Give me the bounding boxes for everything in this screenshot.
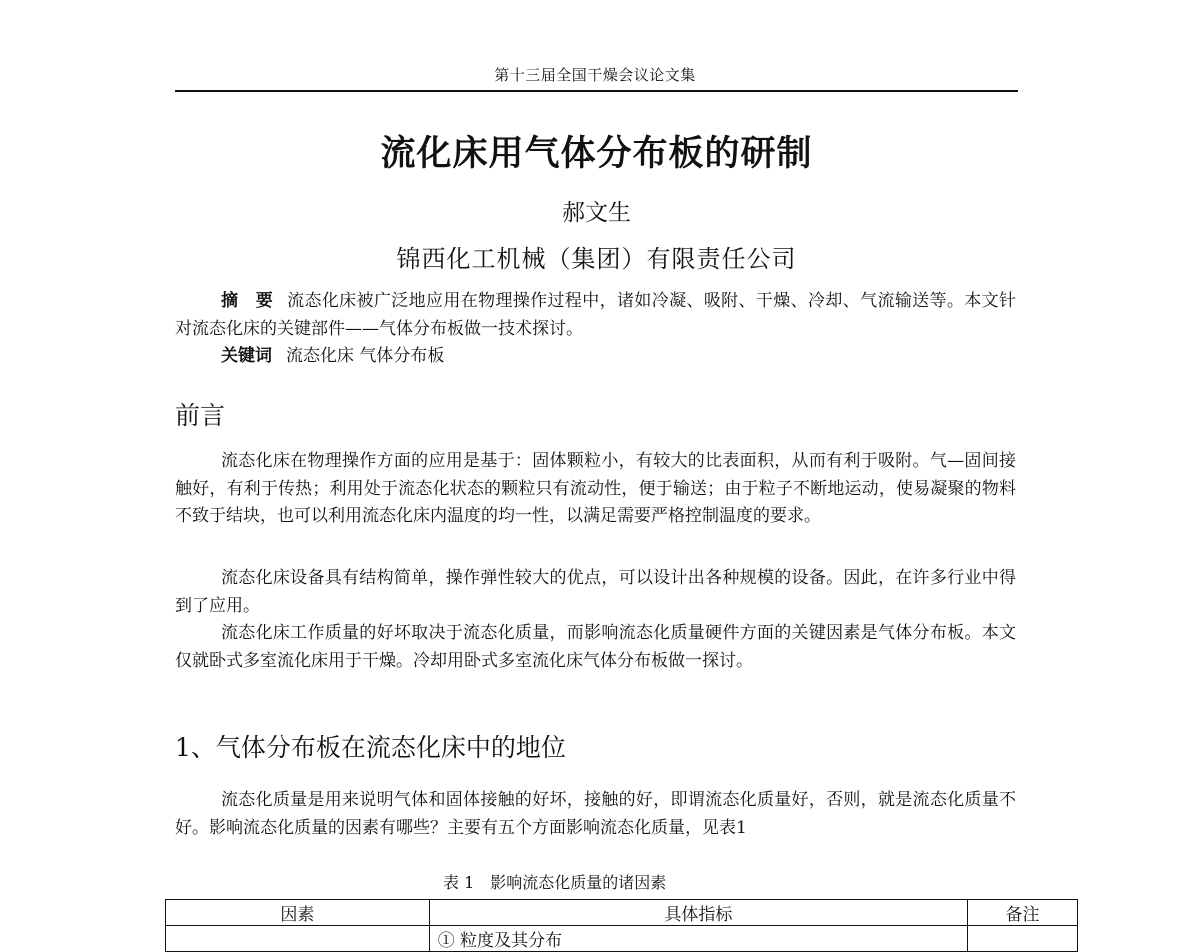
abstract <box>175 288 1016 343</box>
paragraph: 流态化床设备具有结构简单，操作弹性较大的优点，可以设计出各种规模的设备。因此，在许多行业中得到了应用。 <box>175 568 1016 616</box>
abstract-text: 流态化床被广泛地应用在物理操作过程中，诸如冷凝、吸附、干燥、冷却、气流输送等。本文针对流态化床的关键部件——气体分布板做一技术探讨。 <box>175 291 1017 339</box>
keywords-text: 流态化床 气体分布板 <box>286 346 445 366</box>
paragraph: 流态化床工作质量的好坏取决于流态化质量，而影响流态化质量硬件方面的关键因素是气体分布板。本文仅就卧式多室流化床用于干燥。冷却用卧式多室流化床气体分布板做一探讨。 <box>175 623 1016 671</box>
affiliation: 锦西化工机械（集团）有限责任公司 <box>396 245 797 273</box>
keywords <box>175 343 1016 371</box>
keywords-label: 关键词 <box>221 346 272 366</box>
table-header-cell: 具体指标 <box>429 900 967 926</box>
factors-table <box>165 899 1078 952</box>
table-row <box>166 926 1078 952</box>
table-header-cell: 因素 <box>166 900 430 926</box>
paper-title: 流化床用气体分布板的研制 <box>380 134 813 174</box>
header-rule <box>175 90 1018 92</box>
table-cell <box>166 926 430 952</box>
section-heading-preface: 前言 <box>175 401 226 430</box>
section-heading-1: 1、气体分布板在流态化床中的地位 <box>175 733 566 762</box>
running-header: 第十三届全国干燥会议论文集 <box>494 66 696 84</box>
paragraph: 流态化床在物理操作方面的应用是基于：固体颗粒小，有较大的比表面积，从而有利于吸附。气—固间接触好，有利于传热；利用处于流态化状态的颗粒只有流动性，便于输送；由于粒子不断地运动，使易凝聚的物料不致于结块，也可以利用流态化床内温度的均一性，以满足需要严格控制温度的要求。 <box>175 451 1016 526</box>
paragraph: 流态化质量是用来说明气体和固体接触的好坏，接触的好，即谓流态化质量好，否则，就是流态化质量不好。影响流态化质量的因素有哪些？主要有五个方面影响流态化质量，见表1 <box>175 790 1016 838</box>
table-cell <box>968 926 1078 952</box>
table-caption: 表 1 影响流态化质量的诸因素 <box>443 873 667 892</box>
table-header-row <box>166 900 1078 926</box>
table-cell: ① 粒度及其分布 <box>429 926 967 952</box>
author: 郝文生 <box>562 200 631 226</box>
abstract-label: 摘 要 <box>221 291 274 311</box>
table-header-cell: 备注 <box>968 900 1078 926</box>
